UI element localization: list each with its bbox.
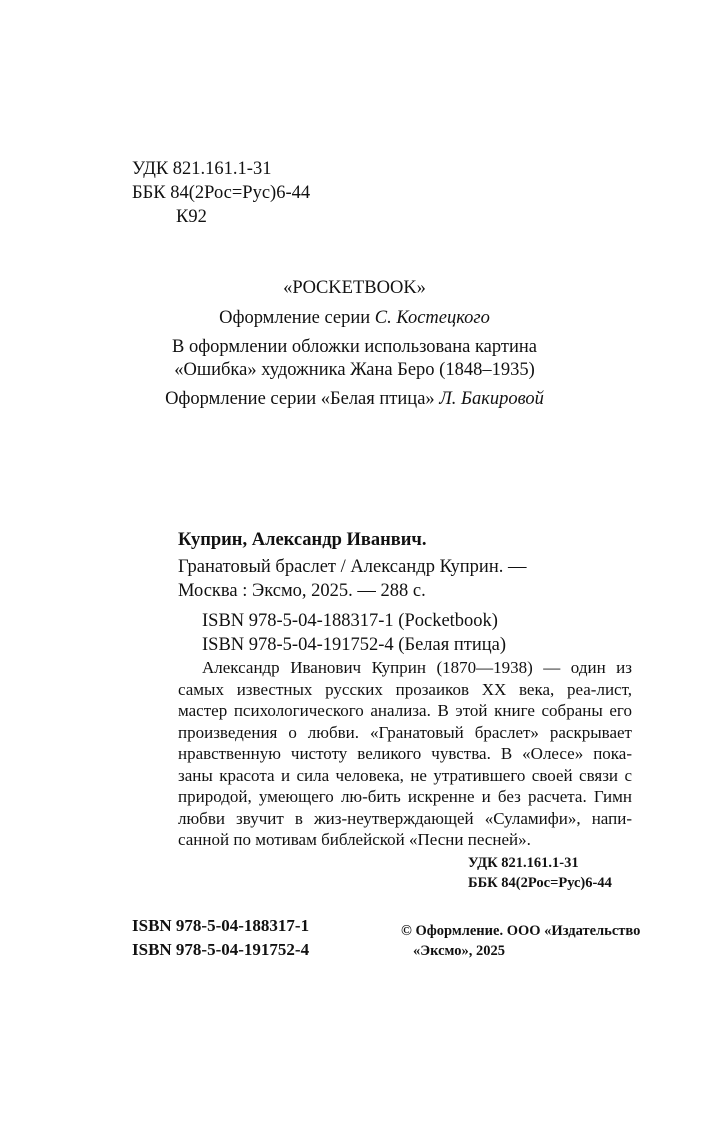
annotation-line: самых известных русских прозаиков XX века, реа-лист, <box>178 679 632 699</box>
series-design-prefix: Оформление серии <box>219 308 371 328</box>
classification-codes <box>132 157 310 229</box>
annotation-line: заны красота и сила человека, не утратившего своей связи с <box>178 765 632 785</box>
cover-credit-line-1: В оформлении обложки использована картина <box>171 337 537 357</box>
cover-credit-line-2: «Ошибка» художника Жана Беро (1848–1935) <box>174 360 535 380</box>
bbk-code: ББК 84(2Рос=Рус)6-44 <box>132 183 311 203</box>
copyright-notice <box>401 921 640 961</box>
bbk-code-bottom: ББК 84(2Рос=Рус)6-44 <box>468 875 612 891</box>
annotation-line: произведения о любви. «Гранатовый браслет» раскрывает <box>178 722 632 742</box>
isbn-belaya-ptitsa: ISBN 978-5-04-191752-4 (Белая птица) <box>202 635 507 655</box>
annotation <box>178 657 632 851</box>
bibliographic-description <box>178 555 526 603</box>
annotation-line: мастер психологического анализа. В этой книге собраны его <box>178 701 632 720</box>
annotation-line: природой, умеющего лю-бить искренне и без расчета. Гимн <box>178 787 632 806</box>
isbn-bold-2: ISBN 978-5-04-191752-4 <box>132 940 310 959</box>
series-design-credit <box>0 308 709 329</box>
annotation-line: нравственную чистоту великого чувства. В «Олесе» пока- <box>178 744 632 763</box>
annotation-line: любви звучит в жиз-неутверждающей «Суламифи», напи- <box>178 808 632 828</box>
series2-design-prefix: Оформление серии «Белая птица» <box>165 389 435 409</box>
isbn-list <box>202 609 506 657</box>
isbn-pocketbook: ISBN 978-5-04-188317-1 (Pocketbook) <box>202 611 498 631</box>
udk-code: УДК 821.161.1-31 <box>132 159 272 179</box>
annotation-line: санной по мотивам библейской «Песни песней». <box>178 830 531 849</box>
series-name: «POCKETBOOK» <box>283 278 426 298</box>
imprint-line: Москва : Эксмо, 2025. — 288 с. <box>178 581 426 601</box>
author-heading: Куприн, Александр Иванвич. <box>178 530 427 550</box>
series2-design-credit <box>0 389 709 410</box>
isbn-bold-1: ISBN 978-5-04-188317-1 <box>132 916 310 935</box>
classification-codes-bottom <box>468 853 612 893</box>
author-mark: К92 <box>176 207 207 227</box>
isbn-bold-list <box>132 914 309 962</box>
copyright-line-1: © Оформление. ООО «Издательство <box>401 923 641 939</box>
series-design-name: С. Костецкого <box>374 308 490 328</box>
series2-design-name: Л. Бакировой <box>439 389 544 409</box>
udk-code-bottom: УДК 821.161.1-31 <box>468 855 579 871</box>
annotation-line: Александр Иванович Куприн (1870—1938) — один из <box>202 658 632 677</box>
title-line: Гранатовый браслет / Александр Куприн. — <box>178 557 527 577</box>
copyright-line-2: «Эксмо», 2025 <box>413 943 505 959</box>
